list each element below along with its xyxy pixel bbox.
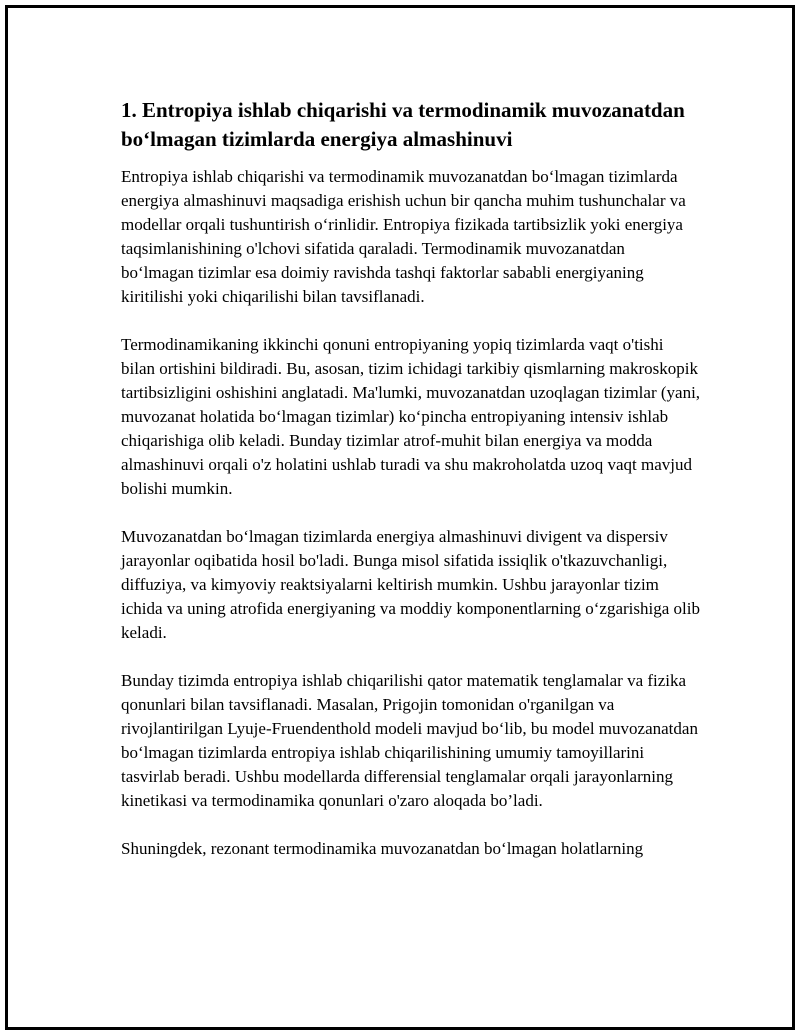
document-page xyxy=(5,5,795,1030)
paragraph-3: Muvozanatdan boʻlmagan tizimlarda energiya almashinuvi divigent va dispersiv jarayonlar oqibatida hosil bo'ladi. Bunga misol sifatida issiqlik o'tkazuvchanligi, diffuziya, va kimyoviy reaktsiyalarni keltirish mumkin. Ushbu jarayonlar tizim ichida va uning atrofida energiyaning va moddiy komponentlarning oʻzgarishiga olib keladi. xyxy=(121,527,700,642)
paragraph-1: Entropiya ishlab chiqarishi va termodinamik muvozanatdan boʻlmagan tizimlarda energiya almashinuvi maqsadiga erishish uchun bir qancha muhim tushunchalar va modellar orqali tushuntirish oʻrinlidir. Entropiya fizikada tartibsizlik yoki energiya taqsimlanishining o'lchovi sifatida qaraladi. Termodinamik muvozanatdan boʻlmagan tizimlar esa doimiy ravishda tashqi faktorlar sababli energiyaning kiritilishi yoki chiqarilishi bilan tavsiflanadi. xyxy=(121,167,686,306)
section-heading: 1. Entropiya ishlab chiqarishi va termodinamik muvozanatdan boʻlmagan tizimlarda energiya almashinuvi xyxy=(121,98,685,151)
paragraph-2: Termodinamikaning ikkinchi qonuni entropiyaning yopiq tizimlarda vaqt o'tishi bilan ortishini bildiradi. Bu, asosan, tizim ichidagi tarkibiy qismlarning makroskopik tartibsizligini oshishini anglatadi. Ma'lumki, muvozanatdan uzoqlagan tizimlar (yani, muvozanat holatida boʻlmagan tizimlar) koʻpincha entropiyaning intensiv ishlab chiqarishiga olib keladi. Bunday tizimlar atrof-muhit bilan energiya va modda almashinuvi orqali o'z holatini ushlab turadi va shu makroholatda uzoq vaqt mavjud bolishi mumkin. xyxy=(121,335,701,498)
document-content xyxy=(121,96,701,885)
paragraph-5: Shuningdek, rezonant termodinamika muvozanatdan boʻlmagan holatlarning xyxy=(121,839,644,858)
paragraph-4: Bunday tizimda entropiya ishlab chiqarilishi qator matematik tenglamalar va fizika qonunlari bilan tavsiflanadi. Masalan, Prigojin tomonidan o'rganilgan va rivojlantirilgan Lyuje-Fruendenthold modeli mavjud bo‘lib, bu model muvozanatdan boʻlmagan tizimlarda entropiya ishlab chiqarilishining umumiy tamoyillarini tasvirlab beradi. Ushbu modellarda differensial tenglamalar orqali jarayonlarning kinetikasi va termodinamika qonunlari o'zaro aloqada bo’ladi. xyxy=(121,671,698,810)
